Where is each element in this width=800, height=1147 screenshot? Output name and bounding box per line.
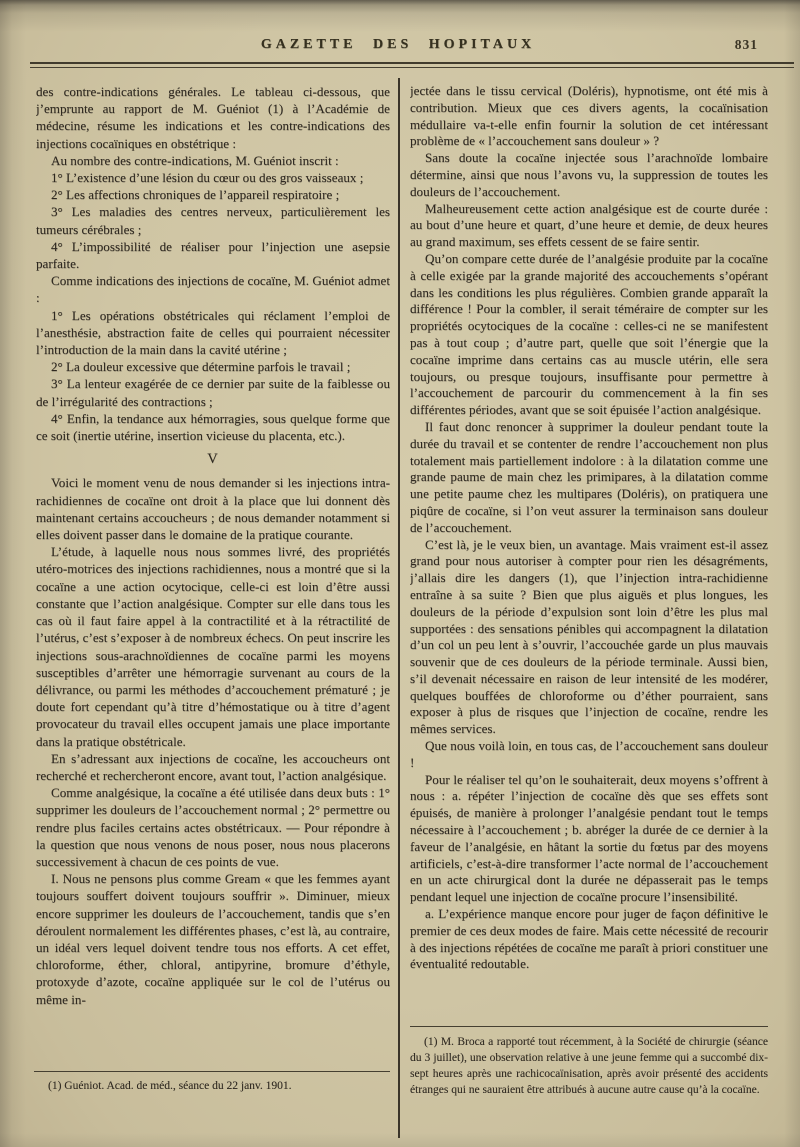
column-divider-rule xyxy=(398,78,400,1138)
paragraph: Sans doute la cocaïne injectée sous l’arachnoïde lombaire détermine, ainsi que nous l’avons vu, la suppression de toutes les douleurs de l’accouchement. xyxy=(410,150,768,199)
paragraph: Comme analgésique, la cocaïne a été utilisée dans deux buts : 1° supprimer les douleurs de l’accouchement normal ; 2° permettre ou rendre plus faciles certains actes obstétricaux. — Pour répondre à la question que nous venons de nous poser, nous nous placerons successivement à chacun de ces points de vue. xyxy=(36,785,390,869)
paragraph: I. Nous ne pensons plus comme Gream « que les femmes ayant toujours souffert doivent toujours souffrir ». Diminuer, mieux encore supprimer les douleurs de l’accouchement, tandis que s’en déroulent normalement les différentes phases, c’est là, au contraire, un idéal vers lequel doivent tendre tous nos efforts. A cet effet, chloroforme, éther, chloral, antipyrine, bromure d’éthyle, protoxyde d’azote, cocaïne appliquée sur le col de l’utérus ou même in- xyxy=(36,871,390,1007)
paragraph: jectée dans le tissu cervical (Doléris), hypnotisme, ont été mis à contribution. Mieux que ces divers agents, la cocaïnisation médullaire va-t-elle enfin fournir la solution de cet intéressant problème de « l’accouchement sans douleur » ? xyxy=(410,83,768,149)
paragraph: Il faut donc renoncer à supprimer la douleur pendant toute la durée du travail et se contenter de rendre l’accouchement non plus totalement mais partiellement indolore : à la dilatation comme une grande paume de main chez les primipares, à la dilatation comme une petite paume chez les multipares (Doléris), on pratiquera une piqûre de cocaïne, si l’on veut assurer la terminaison sans douleur de l’accouchement. xyxy=(410,418,768,535)
paragraph: C’est là, je le veux bien, un avantage. Mais vraiment est-il assez grand pour nous autoriser à compter pour rien les désagréments, j’allais dire les dangers (1), que l’injection intra-rachidienne entraîne à sa suite ? Bien que plus aiguës et plus longues, les douleurs de la période d’expulsion sont loin d’être les plus mal supportées : des sensations pénibles qui accompagnent la dilatation d’un col un peu lent à s’ouvrir, l’accouchée garde un plus mauvais souvenir que de ces douleurs de la période terminale. Aussi bien, s’il devenait nécessaire en raison de leur intensité de les modérer, quelques bouffées de chloroforme ou d’éther pourraient, sans exposer à plus de risques que l’injection de cocaïne, rendre les mêmes services. xyxy=(410,536,768,737)
journal-title: GAZETTE DES HOPITAUX xyxy=(260,37,536,52)
paragraph: Malheureusement cette action analgésique est de courte durée : au bout d’une heure et quart, d’une heure et demie, de deux heures au grand maximum, ses effets cessent de se faire sentir. xyxy=(410,200,768,250)
section-heading: V xyxy=(207,451,219,468)
list-item: 1° Les opérations obstétricales qui réclament l’emploi de l’anesthésie, abstraction faite de celles qui pourraient nécessiter l’introduction de la main dans la cavité utérine ; xyxy=(36,307,390,358)
left-column xyxy=(36,83,390,1067)
paragraph: Qu’on compare cette durée de l’analgésie produite par la cocaïne à celle exigée par la grande majorité des accouchements s’opérant dans les conditions les plus régulières. Combien grande apparaît la différence ! Pour la combler, il serait téméraire de compter sur les propriétés ocytociques de la cocaïne : celles-ci ne se manifestent pas à tout coup ; d’autre part, quelle que soit l’énergie que la cocaïne imprime dans certains cas au muscle utérin, elle sera toujours, ou presque toujours, insuffisante pour permettre à l’accouchement de parcourir du commencement à la fin ses différentes périodes, avant que se soit épuisée l’action analgésique. xyxy=(410,250,768,418)
paragraph: Au nombre des contre-indications, M. Guéniot inscrit : xyxy=(51,152,339,168)
paragraph: Comme indications des injections de cocaïne, M. Guéniot admet : xyxy=(36,273,390,306)
right-column xyxy=(410,83,768,1015)
paragraph: Pour le réaliser tel qu’on le souhaiterait, deux moyens s’offrent à nous : a. répéter l’injection de cocaïne dès que ses effets sont épuisés, de manière à prolonger l’analgésie pendant tout le temps nécessaire à l’accouchement ; b. abréger la durée de ce dernier à la faveur de l’analgésie, en hâtant la sortie du fœtus par des moyens artificiels, c’est-à-dire transformer l’acte normal de l’accouchement en un acte chirurgical dont la durée ne dépasserait pas le temps pendant lequel une injection de cocaïne procure l’insensibilité. xyxy=(410,771,768,905)
paragraph: Voici le moment venu de nous demander si les injections intra-rachidiennes de cocaïne ont droit à la place que lui donnent dès maintenant certains accoucheurs ; de nous demander notamment si elles doivent passer dans le domaine de la pratique courante. xyxy=(36,475,390,543)
paragraph: a. L’expérience manque encore pour juger de façon définitive le premier de ces deux modes de faire. Mais cette nécessité de recourir à des injections répétées de cocaïne me paraît à priori constituer une éventualité redoutable. xyxy=(410,906,768,972)
page-number: 831 xyxy=(734,37,758,52)
paragraph: Que nous voilà loin, en tous cas, de l’accouchement sans douleur ! xyxy=(410,738,768,770)
list-item: 2° La douleur excessive que détermine parfois le travail ; xyxy=(51,359,351,375)
masthead xyxy=(32,37,764,57)
list-item: 4° L’impossibilité de réaliser pour l’injection une asepsie parfaite. xyxy=(36,238,390,272)
list-item: 3° La lenteur exagérée de ce dernier par suite de la faiblesse ou de l’irrégularité des contractions ; xyxy=(36,376,390,409)
footnote-right: (1) M. Broca a rapporté tout récemment, à la Société de chirurgie (séance du 3 juillet), une observation relative à une jeune femme qui a succombé dix-sept heures après une rachicocaïnisation, après avoir présenté des accidents étranges qui ne sauraient être attribués à aucune autre cause qu’à la cocaïne. xyxy=(410,1026,768,1098)
list-item: 4° Enfin, la tendance aux hémorragies, sous quelque forme que ce soit (inertie utérine, insertion vicieuse du placenta, etc.). xyxy=(36,410,390,444)
paragraph: des contre-indications générales. Le tableau ci-dessous, que j’emprunte au rapport de M. Guéniot (1) à l’Académie de médecine, résume les indications et les contre-indications des injections cocaïniques en obstétrique : xyxy=(36,84,390,151)
paragraph: En s’adressant aux injections de cocaïne, les accoucheurs ont recherché et rechercheront encore, avant tout, l’action analgésique. xyxy=(36,750,390,783)
paragraph: L’étude, à laquelle nous nous sommes livré, des propriétés utéro-motrices des injections rachidiennes, nous a montré que si la cocaïne a une action ocytocique, celle-ci est loin d’être aussi constante que l’action analgésique. Compter sur elle dans tous les cas où il faut faire appel à la contractilité et à la rétractilité de l’utérus, c’est s’exposer à de nombreux échecs. On peut inscrire les injections sous-arachnoïdiennes de cocaïne parmi les moyens susceptibles d’arrêter une hémorragie survenant au cours de la délivrance, ou parmi les méthodes d’accouchement prématuré ; je doute fort cependant qu’à titre d’hémostatique ou à titre d’agent provocateur du travail elles occupent jamais une place importante dans la pratique obstétricale. xyxy=(36,544,390,749)
footnote-left: (1) Guéniot. Acad. de méd., séance du 22 janv. 1901. xyxy=(34,1071,390,1094)
header-double-rule xyxy=(30,62,794,68)
list-item: 1° L’existence d’une lésion du cœur ou des gros vaisseaux ; xyxy=(51,170,364,186)
list-item: 2° Les affections chroniques de l’appareil respiratoire ; xyxy=(51,187,340,203)
list-item: 3° Les maladies des centres nerveux, particulièrement les tumeurs cérébrales ; xyxy=(36,204,390,237)
